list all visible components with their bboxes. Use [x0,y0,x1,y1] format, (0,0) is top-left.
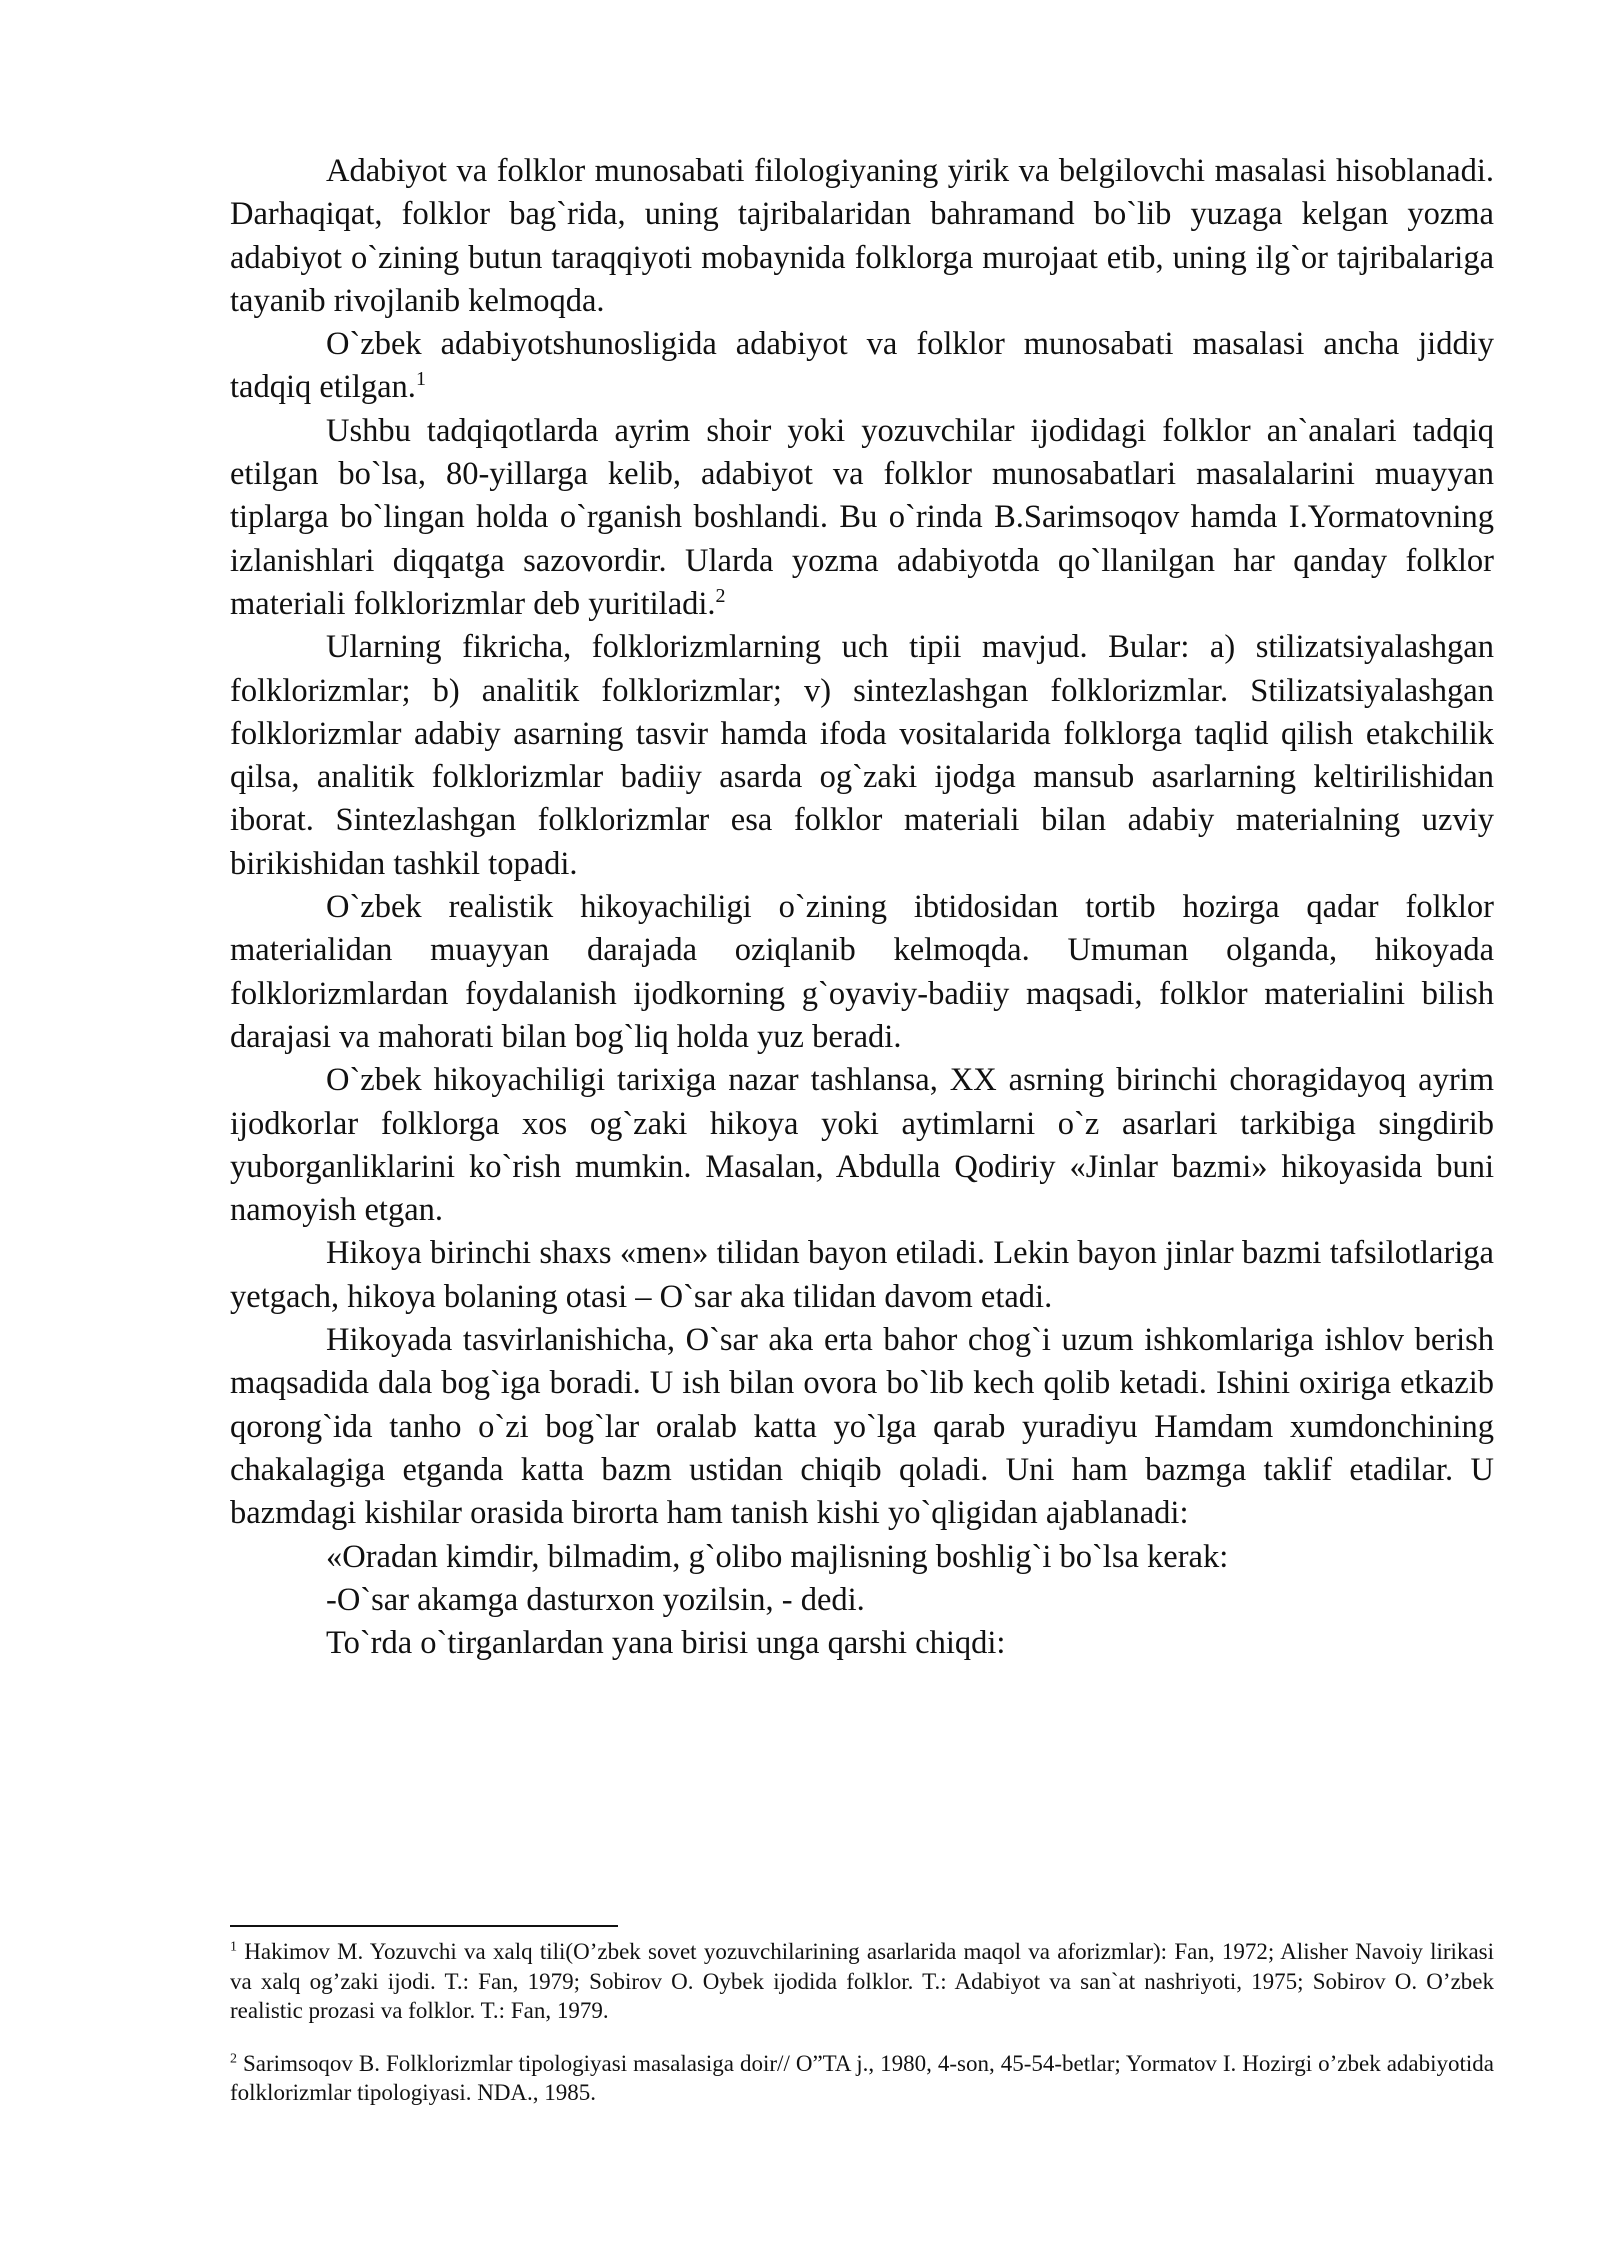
quote-line [230,1536,1494,1579]
paragraph [230,1232,1494,1319]
paragraph [230,1622,1494,1665]
paragraph [230,626,1494,886]
paragraph-text: Hikoya birinchi shaxs «men» tilidan bayon etiladi. Lekin bayon jinlar bazmi tafsilotlariga yetgach, hikoya bolaning otasi – O`sar aka tilidan davom etadi. [230,1235,1494,1315]
footnote-mark: 1 [230,1939,237,1955]
paragraph [230,150,1494,323]
footnotes [230,1937,1494,2131]
footnote-text: Sarimsoqov B. Folklorizmlar tipologiyasi masalasiga doir// O”TA j., 1980, 4-son, 45-54-betlar; Yormatov I. Hozirgi o’zbek adabiyotida folklorizmlar tipologiyasi. NDA., 1985. [230,2050,1495,2105]
paragraph [230,1319,1494,1535]
paragraph [230,410,1494,626]
footnote-separator [230,1925,618,1927]
paragraph [230,886,1494,1059]
footnote [230,1937,1494,2026]
footnote-ref: 2 [715,585,726,608]
paragraph-text: To`rda o`tirganlardan yana birisi unga qarshi chiqdi: [326,1625,1006,1662]
footnote-text: Hakimov M. Yozuvchi va xalq tili(O’zbek sovet yozuvchilarining asarlarida maqol va aforizmlar): Fan, 1972; Alisher Navoiy lirikasi va xalq og’zaki ijodi. T.: Fan, 1979; Sobirov O. Oybek ijodida folklor. T.: Adabiyot va san`at nashriyoti, 1975; Sobirov O. O’zbek realistic prozasi va folklor. T.: Fan, 1979. [230,1939,1494,2023]
paragraph-text: «Oradan kimdir, bilmadim, g`olibo majlisning boshlig`i bo`lsa kerak: [326,1538,1229,1575]
paragraph-text: Hikoyada tasvirlanishicha, O`sar aka erta bahor chog`i uzum ishkomlariga ishlov berish maqsadida dala bog`iga boradi. U ish bilan ovora bo`lib kech qolib ketadi. Ishini oxiriga etkazib qorong`ida tanho o`zi bog`lar oralab katta yo`lga qarab yuradiyu Hamdam xumdonchining chakalagiga etganda katta bazm ustidan chiqib qoladi. Uni ham bazmga taklif etadilar. U bazmdagi kishilar orasida birorta ham tanish kishi yo`qligidan ajablanadi: [230,1322,1494,1532]
paragraph-text: Ularning fikricha, folklorizmlarning uch tipii mavjud. Bular: a) stilizatsiyalashgan folklorizmlar; b) analitik folklorizmlar; v) sintezlashgan folklorizmlar. Stilizatsiyalashgan folklorizmlar adabiy asarning tasvir hamda ifoda vositalarida folklorga taqlid qilish etakchilik qilsa, analitik folklorizmlar badiiy asarda og`zaki ijodga mansub asarlarning keltirilishidan iborat. Sintezlashgan folklorizmlar esa folklor materiali bilan adabiy materialning uzviy birikishidan tashkil topadi. [230,629,1494,882]
paragraph-text: Adabiyot va folklor munosabati filologiyaning yirik va belgilovchi masalasi hisoblanadi. Darhaqiqat, folklor bag`rida, uning tajribalaridan bahramand bo`lib yuzaga kelgan yozma adabiyot o`zining butun taraqqiyoti mobaynida folklorga murojaat etib, uning ilg`or tajribalariga tayanib rivojlanib kelmoqda. [230,153,1494,319]
paragraph-text: O`zbek hikoyachiligi tarixiga nazar tashlansa, XX asrning birinchi choragidayoq ayrim ijodkorlar folklorga xos og`zaki hikoya yoki aytimlarni o`z asarlari tarkibiga singdirib yuborganliklarini ko`rish mumkin. Masalan, Abdulla Qodiriy «Jinlar bazmi» hikoyasida buni namoyish etgan. [230,1062,1494,1229]
paragraph-text: O`zbek realistik hikoyachiligi o`zining ibtidosidan tortib hozirga qadar folklor materialidan muayyan darajada oziqlanib kelmoqda. Umuman olganda, hikoyada folklorizmlardan foydalanish ijodkorning g`oyaviy-badiiy maqsadi, folklor materialini bilish darajasi va mahorati bilan bog`liq holda yuz beradi. [230,889,1494,1055]
paragraph [230,1059,1494,1232]
paragraph [230,323,1494,410]
paragraph-text: -O`sar akamga dasturxon yozilsin, - dedi. [326,1581,865,1618]
footnote-ref: 1 [415,368,426,391]
footnote [230,2049,1494,2108]
paragraph-text: O`zbek adabiyotshunosligida adabiyot va folklor munosabati masalasi ancha jiddiy tadqiq etilgan. [230,326,1494,406]
quote-line [230,1579,1494,1622]
main-text [230,150,1494,1665]
paragraph-text: Ushbu tadqiqotlarda ayrim shoir yoki yozuvchilar ijodidagi folklor an`analari tadqiq etilgan bo`lsa, 80-yillarga kelib, adabiyot va folklor munosabatlari masalalarini muayyan tiplarga bo`lingan holda o`rganish boshlandi. Bu o`rinda B.Sarimsoqov hamda I.Yormatovning izlanishlari diqqatga sazovordir. Ularda yozma adabiyotda qo`llanilgan har qanday folklor materiali folklorizmlar deb yuritiladi. [230,412,1494,622]
footnote-mark: 2 [230,2050,237,2066]
